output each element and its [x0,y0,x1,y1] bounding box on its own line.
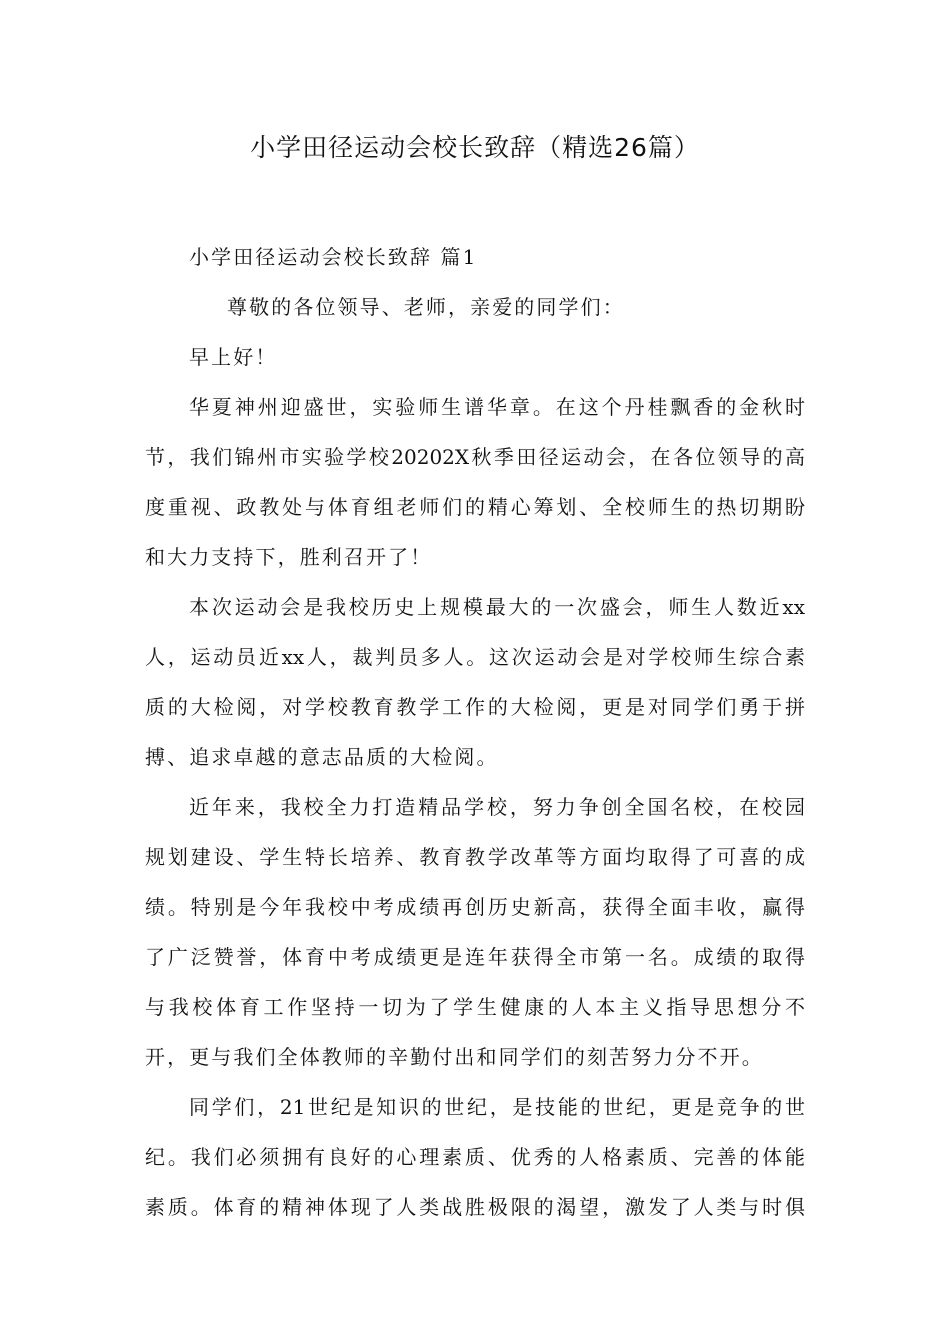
paragraph-line: 同学们，21世纪是知识的世纪，是技能的世纪，更是竞争的世 [189,1095,805,1119]
section-heading: 小学田径运动会校长致辞 篇1 [189,245,478,269]
paragraph-line: 人，运动员近xx人，裁判员多人。这次运动会是对学校师生综合素 [145,645,805,669]
paragraph-line: 搏、追求卓越的意志品质的大检阅。 [145,745,499,769]
paragraph-line: 近年来，我校全力打造精品学校，努力争创全国名校，在校园 [189,795,805,819]
paragraph [145,382,805,582]
paragraph [145,782,805,1082]
paragraph-line: 本次运动会是我校历史上规模最大的一次盛会，师生人数近xx [189,595,805,619]
paragraph-line: 质的大检阅，对学校教育教学工作的大检阅，更是对同学们勇于拼 [145,695,805,719]
document-title: 小学田径运动会校长致辞（精选26篇） [250,133,700,162]
paragraph-line: 素质。体育的精神体现了人类战胜极限的渴望，激发了人类与时俱 [145,1195,805,1219]
paragraph-line: 华夏神州迎盛世，实验师生谱华章。在这个丹桂飘香的金秋时 [189,395,805,419]
greeting: 早上好！ [189,345,278,369]
salutation: 尊敬的各位领导、老师，亲爱的同学们： [227,295,625,319]
paragraph [145,582,805,782]
paragraph-line: 规划建设、学生特长培养、教育教学改革等方面均取得了可喜的成 [145,845,805,869]
paragraph-line: 和大力支持下，胜利召开了！ [145,545,433,569]
paragraph-line: 开，更与我们全体教师的辛勤付出和同学们的刻苦努力分不开。 [145,1045,764,1069]
document-body [145,232,805,1232]
paragraph-line: 度重视、政教处与体育组老师们的精心筹划、全校师生的热切期盼 [145,495,805,519]
paragraph [145,1082,805,1232]
paragraph-line: 纪。我们必须拥有良好的心理素质、优秀的人格素质、完善的体能 [145,1145,805,1169]
paragraph-line: 节，我们锦州市实验学校20202X秋季田径运动会，在各位领导的高 [145,445,805,469]
paragraph-line: 绩。特别是今年我校中考成绩再创历史新高，获得全面丰收，赢得 [145,895,805,919]
paragraph-line: 了广泛赞誉，体育中考成绩更是连年获得全市第一名。成绩的取得 [145,945,805,969]
paragraph-line: 与我校体育工作坚持一切为了学生健康的人本主义指导思想分不 [145,995,805,1019]
